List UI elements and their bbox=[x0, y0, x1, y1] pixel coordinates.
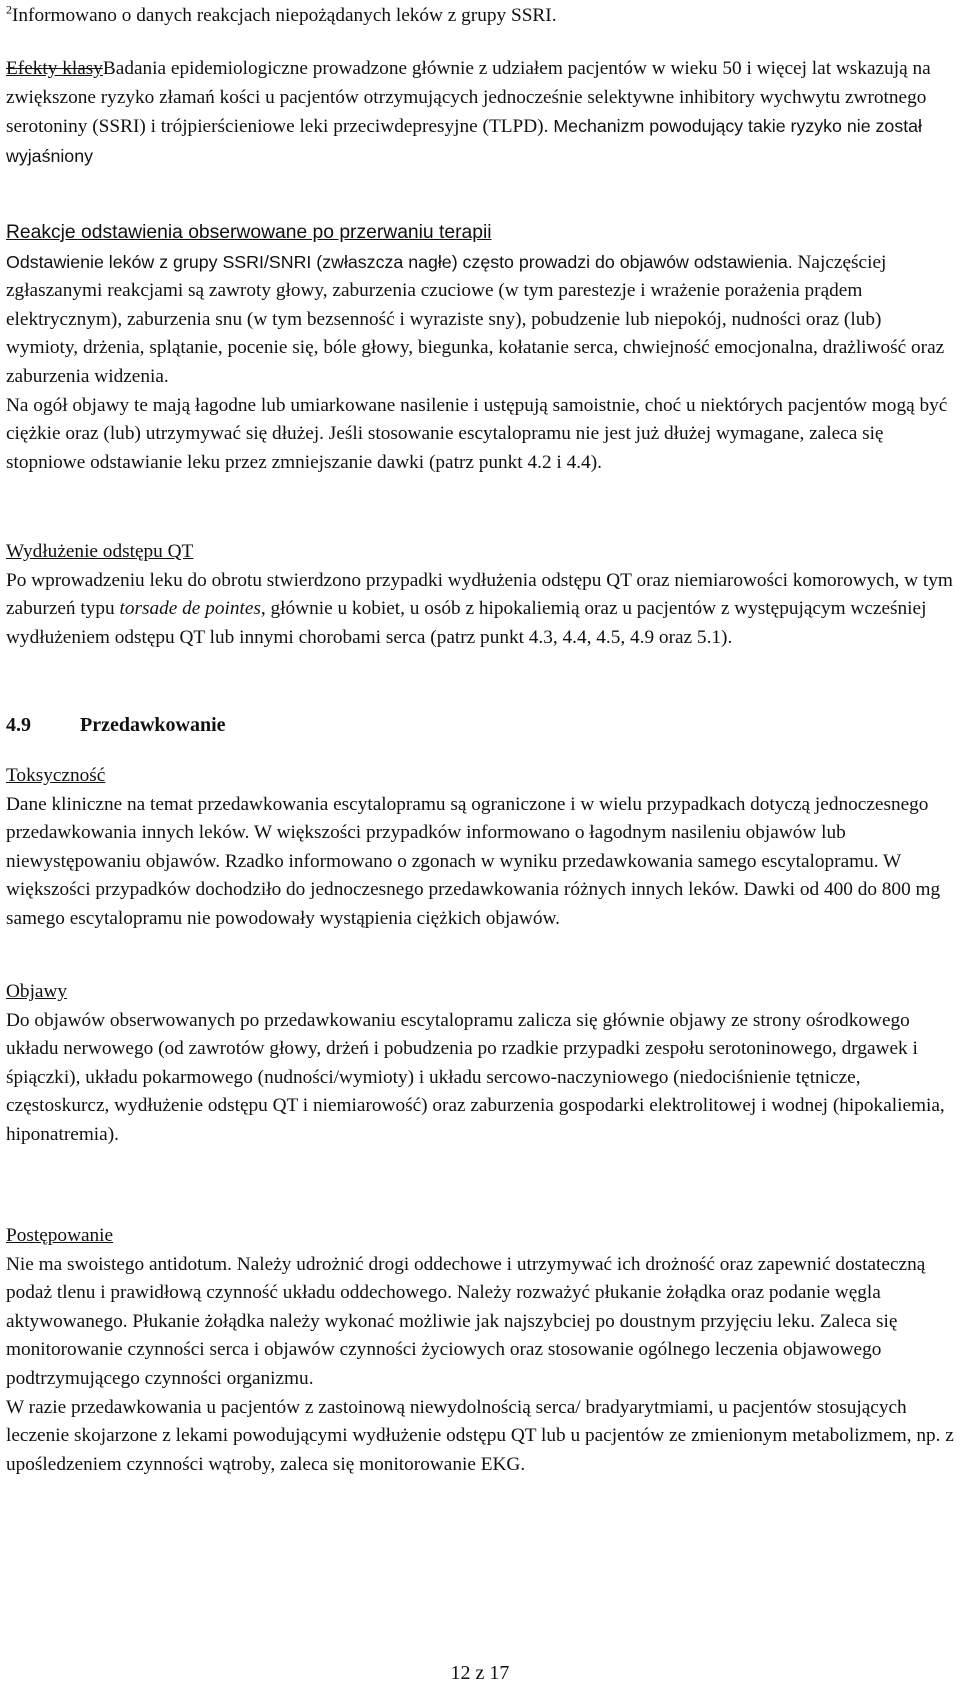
withdrawal-heading: Reakcje odstawienia obserwowane po przerwaniu terapii bbox=[6, 222, 492, 243]
management-text-1: Nie ma swoistego antidotum. Należy udrożnić drogi oddechowe i utrzymywać ich drożność oraz zapewnić dostateczną podaż tlenu i prawidłową czynność układu oddechowego. Należy rozważyć płukanie żołądka oraz podanie węgla aktywowanego. Płukanie żołądka należy wykonać możliwie jak najszybciej po doustnym przyjęciu leku. Zaleca się monitorowanie czynności serca i objawów czynności życiowych oraz stosowanie ogólnego leczenia objawowego podtrzymującego czynności organizmu. bbox=[6, 1253, 926, 1389]
symptoms-block bbox=[6, 978, 954, 1150]
qt-heading: Wydłużenie odstępu QT bbox=[6, 541, 194, 562]
qt-text-before: Po wprowadzeniu leku do obrotu stwierdzono przypadki wydłużenia odstępu QT oraz niemiarowości komorowych, w tym zaburzeń typu bbox=[6, 569, 953, 620]
withdrawal-paragraph-2: Na ogół objawy te mają łagodne lub umiarkowane nasilenie i ustępują samoistnie, choć u niektórych pacjentów mogą być ciężkie oraz (lub) utrzymywać się dłużej. Jeśli stosowanie escytalopramu nie jest już dłużej wymagane, zaleca się stopniowe odstawianie leku przez zmniejszanie dawki (patrz punkt 4.2 i 4.4). bbox=[6, 394, 948, 473]
qt-block bbox=[6, 538, 954, 652]
toxicity-text: Dane kliniczne na temat przedawkowania escytalopramu są ograniczone i w wielu przypadkach dotyczą jednoczesnego przedawkowania innych leków. W większości przypadków informowano o łagodnym nasileniu objawów lub niewystępowaniu objawów. Rzadko informowano o zgonach w wyniku przedawkowania samego escytalopramu. W większości przypadków dochodziło do jednoczesnego przedawkowania różnych innych leków. Dawki od 400 do 800 mg samego escytalopramu nie powodowały wystąpienia ciężkich objawów. bbox=[6, 793, 941, 929]
withdrawal-intro: Odstawienie leków z grupy SSRI/SNRI (zwłaszcza nagłe) często prowadzi do objawów odstawienia. bbox=[6, 251, 793, 272]
section-title: Przedawkowanie bbox=[80, 714, 226, 736]
symptoms-heading: Objawy bbox=[6, 981, 68, 1002]
management-text-2: W razie przedawkowania u pacjentów z zastoinową niewydolnością serca/ bradyarytmiami, u pacjentów stosujących leczenie skojarzone z lekami powodującymi wydłużenie odstępu QT lub u pacjentów ze zmienionym metabolizmem, np. z upośledzeniem czynności wątroby, zaleca się monitorowanie EKG. bbox=[6, 1396, 954, 1475]
withdrawal-paragraph bbox=[6, 248, 954, 392]
section-heading-4-9 bbox=[6, 711, 954, 739]
footnote-mark: 2 bbox=[6, 2, 12, 17]
page-number: 12 z 17 bbox=[450, 1662, 510, 1684]
footnote-text: Informowano o danych reakcjach niepożądanych leków z grupy SSRI. bbox=[12, 5, 557, 26]
class-effects-paragraph bbox=[6, 55, 954, 171]
withdrawal-symptoms: Najczęściej zgłaszanymi reakcjami są zawroty głowy, zaburzenia czuciowe (w tym parestezje i wrażenie porażenia prądem elektrycznym), zaburzenia snu (w tym bezsenność i wyraziste sny), pobudzenie lub niepokój, nudności oraz (lub) wymioty, drżenia, splątanie, pocenie się, bóle głowy, biegunka, kołatanie serca, chwiejność emocjonalna, drażliwość oraz zaburzenia widzenia. bbox=[6, 251, 945, 387]
section-number: 4.9 bbox=[6, 714, 31, 736]
symptoms-text: Do objawów obserwowanych po przedawkowaniu escytalopramu zalicza się głównie objawy ze strony ośrodkowego układu nerwowego (od zawrotów głowy, drżeń i pobudzenia po rzadkie przypadki zespołu serotoninowego, drgawek i śpiączki), układu pokarmowego (nudności/wymioty) i układu sercowo-naczyniowego (niedociśnienie tętnicze, częstoskurcz, wydłużenie odstępu QT i niemiarowość) oraz zaburzenia gospodarki elektrolitowej i wodnej (hipokaliemia, hiponatremia). bbox=[6, 1009, 945, 1145]
struck-heading: Efekty klasy bbox=[6, 58, 103, 79]
class-effects-mechanism: Mechanizm powodujący takie ryzyko nie został wyjaśniony bbox=[6, 116, 922, 166]
toxicity-heading: Toksyczność bbox=[6, 765, 106, 786]
class-effects-text: Badania epidemiologiczne prowadzone głównie z udziałem pacjentów w wieku 50 i więcej lat wskazują na zwiększone ryzyko złamań kości u pacjentów otrzymujących jednocześnie selektywne inhibitory wychwytu zwrotnego serotoniny (SSRI) i trójpierścieniowe leki przeciwdepresyjne (TLPD). bbox=[6, 58, 931, 138]
withdrawal-block bbox=[6, 219, 954, 477]
management-heading: Postępowanie bbox=[6, 1225, 114, 1246]
toxicity-block bbox=[6, 762, 954, 934]
management-block bbox=[6, 1222, 954, 1479]
footnote bbox=[6, 2, 954, 31]
qt-italic-term: torsade de pointes bbox=[119, 598, 261, 620]
qt-text-after: , głównie u kobiet, u osób z hipokaliemią oraz u pacjentów z występującym wcześniej wydłużeniem odstępu QT lub innymi chorobami serca (patrz punkt 4.3, 4.4, 4.5, 4.9 oraz 5.1). bbox=[6, 598, 927, 648]
